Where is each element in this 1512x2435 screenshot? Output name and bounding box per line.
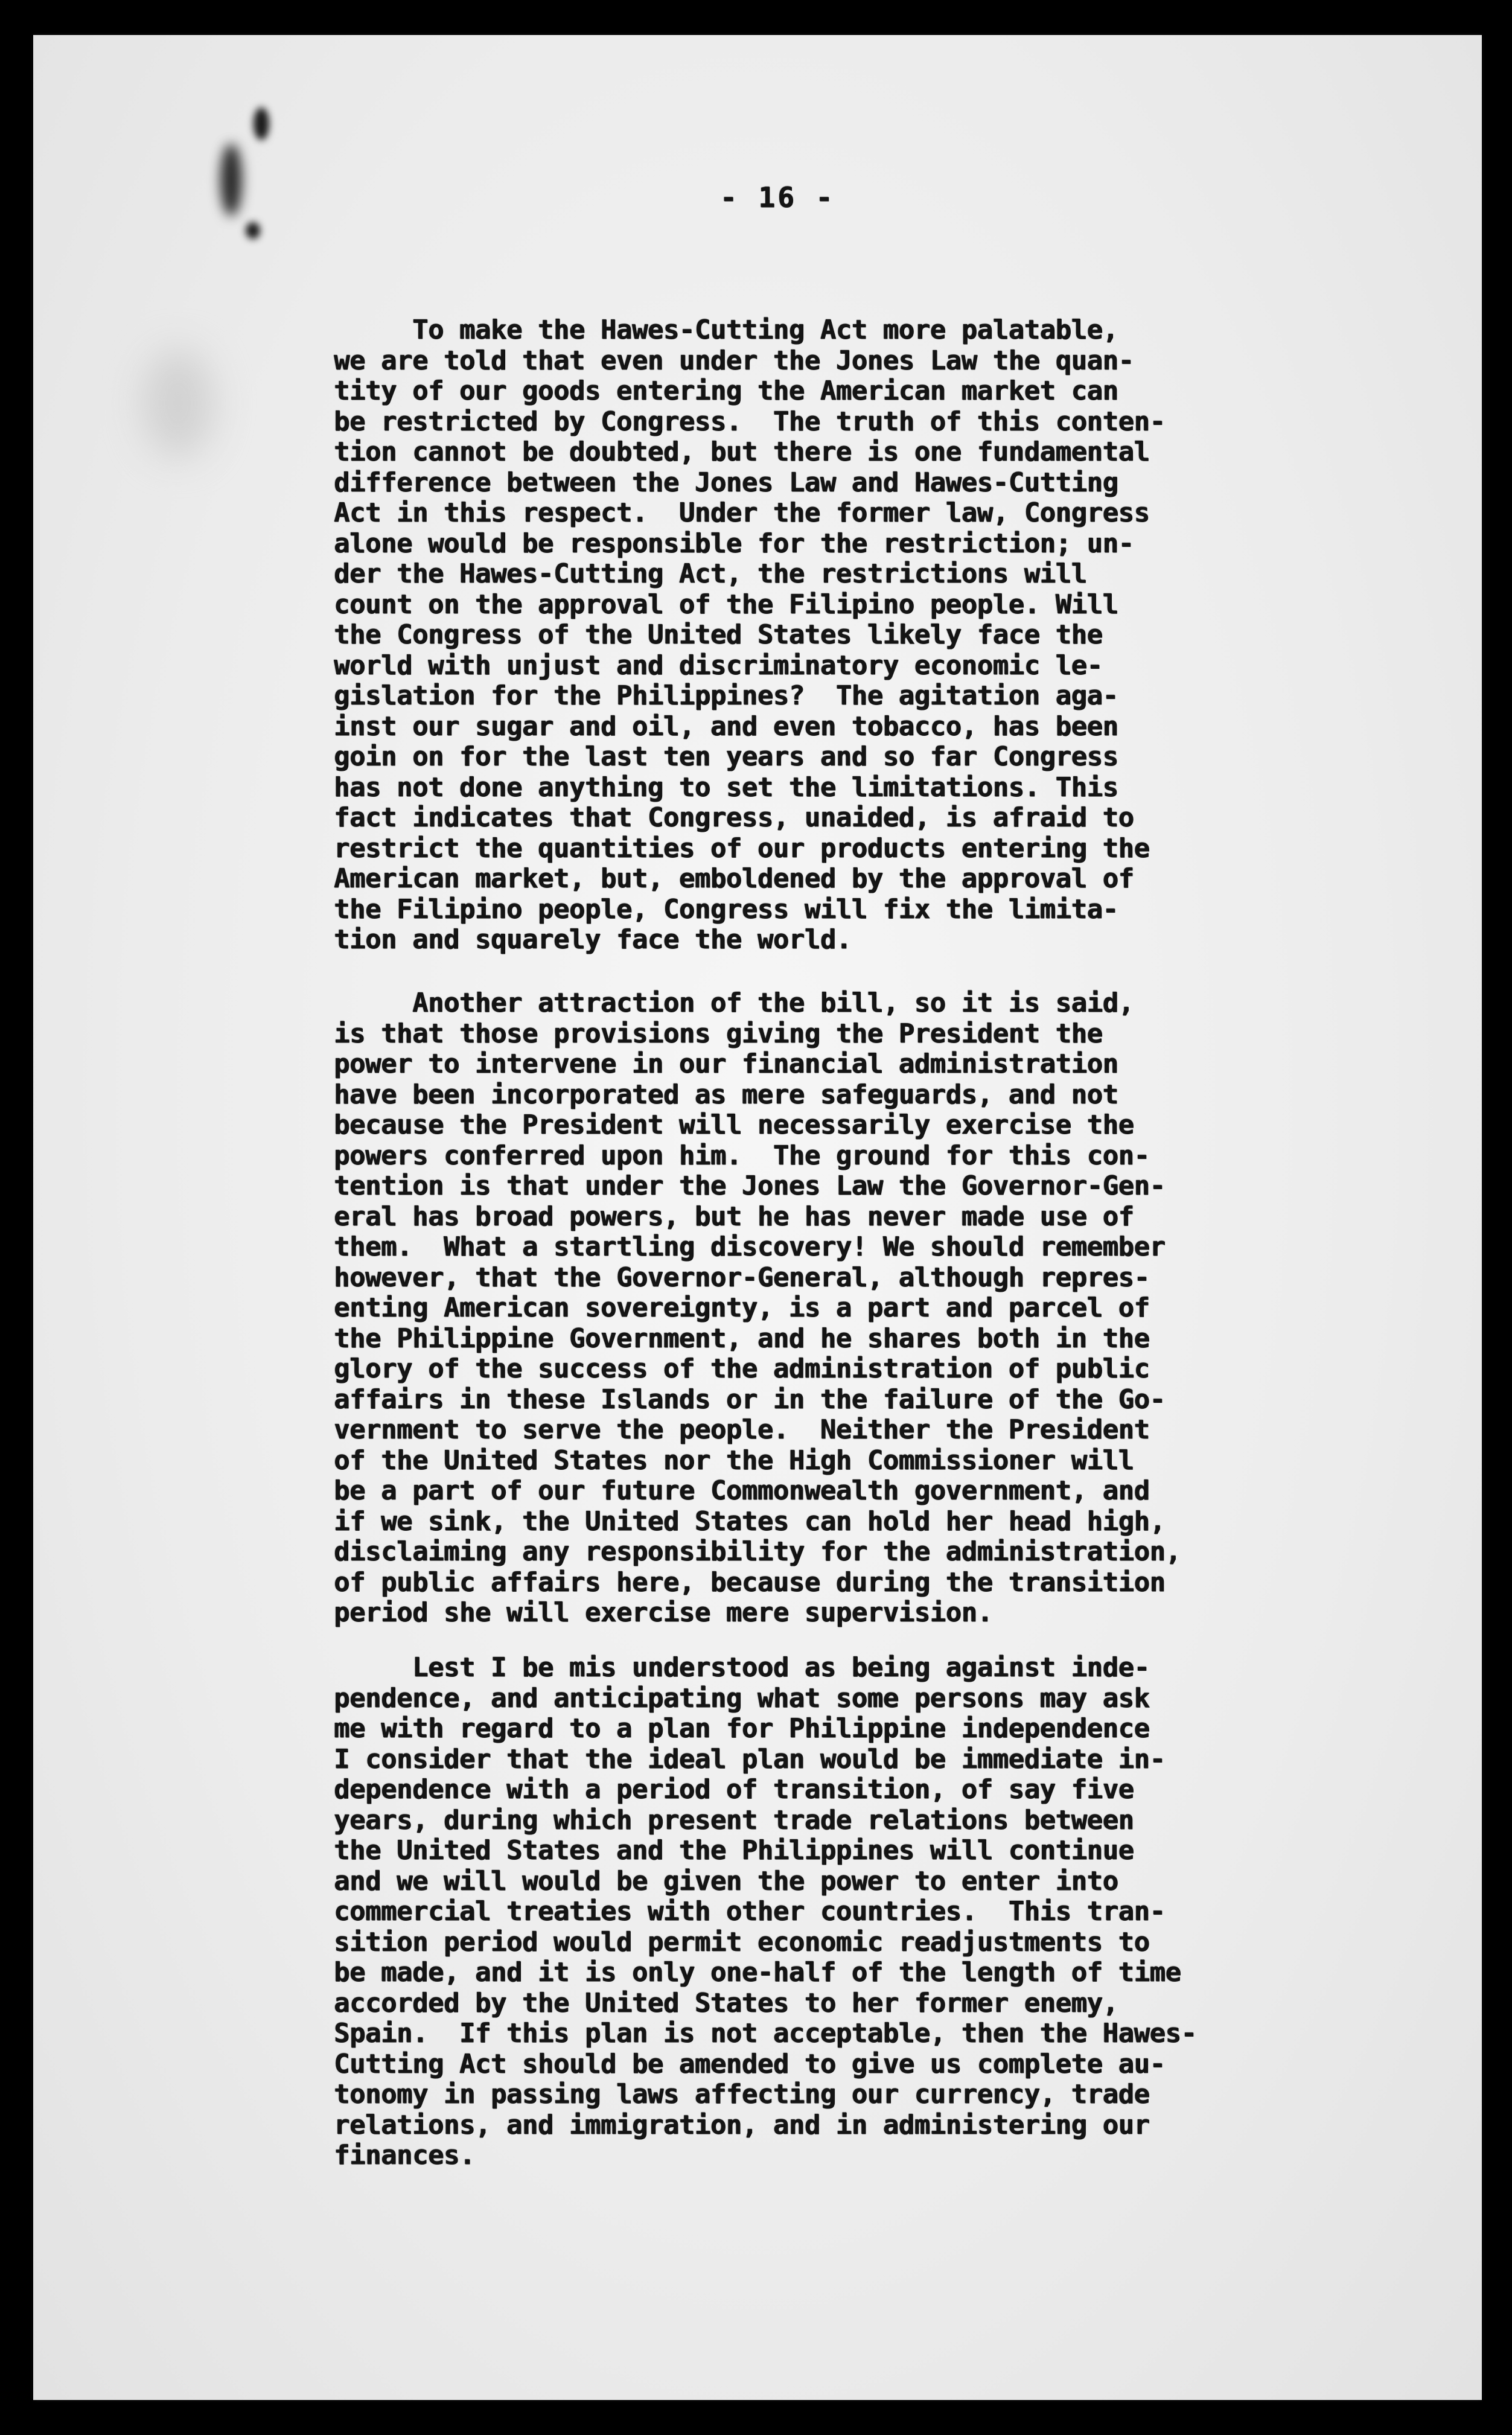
text-line: be restricted by Congress. The truth of this conten- (334, 406, 1166, 437)
text-line: alone would be responsible for the restriction; un- (334, 528, 1134, 559)
text-line: the Congress of the United States likely face the (334, 619, 1103, 650)
text-line: be made, and it is only one-half of the length of time (334, 1957, 1181, 1988)
text-line: count on the approval of the Filipino people. Will (334, 589, 1118, 620)
ink-smudge (246, 222, 260, 239)
text-line: Cutting Act should be amended to give us complete au- (334, 2048, 1166, 2079)
text-line: if we sink, the United States can hold her head high, (334, 1505, 1166, 1537)
text-line: glory of the success of the administration of public (334, 1353, 1150, 1384)
text-line: tion cannot be doubted, but there is one fundamental (334, 436, 1150, 467)
text-line: eral has broad powers, but he has never made use of (334, 1201, 1134, 1232)
text-line: accorded by the United States to her former enemy, (334, 1987, 1118, 2019)
text-line: because the President will necessarily exercise the (334, 1109, 1134, 1140)
text-line: power to intervene in our financial administration (334, 1048, 1118, 1079)
text-line: restrict the quantities of our products entering the (334, 832, 1150, 864)
text-line: commercial treaties with other countries. This tran- (334, 1896, 1166, 1927)
text-line: have been incorporated as mere safeguards, and not (334, 1079, 1118, 1110)
text-line: years, during which present trade relations between (334, 1804, 1134, 1836)
text-line: tity of our goods entering the American market can (334, 375, 1118, 406)
text-line: pendence, and anticipating what some persons may ask (334, 1682, 1150, 1714)
text-line: we are told that even under the Jones Law the quan- (334, 345, 1134, 376)
text-line: the Philippine Government, and he shares both in the (334, 1323, 1150, 1354)
text-line: Spain. If this plan is not acceptable, then the Hawes- (334, 2018, 1197, 2049)
text-line: American market, but, emboldened by the approval of (334, 863, 1134, 894)
text-line: tion and squarely face the world. (334, 924, 852, 955)
paragraph-3 (334, 1653, 1330, 2171)
text-line: of the United States nor the High Commissioner will (334, 1444, 1134, 1476)
text-line: powers conferred upon him. The ground for this con- (334, 1140, 1150, 1171)
text-line: dependence with a period of transition, of say five (334, 1774, 1134, 1805)
text-line: Another attraction of the bill, so it is said, (334, 988, 1134, 1018)
text-line: tention is that under the Jones Law the Governor-Gen- (334, 1170, 1166, 1201)
text-line: of public affairs here, because during the transition (334, 1566, 1166, 1598)
text-line: enting American sovereignty, is a part and parcel of (334, 1292, 1150, 1323)
text-line: gislation for the Philippines? The agitation aga- (334, 680, 1118, 711)
text-line: disclaiming any responsibility for the administration, (334, 1536, 1181, 1567)
text-line: inst our sugar and oil, and even tobacco, has been (334, 710, 1118, 742)
text-line: der the Hawes-Cutting Act, the restrictions will (334, 558, 1087, 589)
page-number: - 16 - (720, 181, 835, 214)
text-line: tonomy in passing laws affecting our currency, trade (334, 2079, 1150, 2110)
text-line: be a part of our future Commonwealth government, and (334, 1475, 1150, 1506)
text-line: relations, and immigration, and in administering our (334, 2109, 1150, 2140)
text-line: difference between the Jones Law and Hawes-Cutting (334, 467, 1118, 498)
text-line: however, that the Governor-General, although repres- (334, 1262, 1150, 1293)
paragraph-1 (334, 315, 1330, 956)
text-line: affairs in these Islands or in the failure of the Go- (334, 1383, 1166, 1415)
text-line: I consider that the ideal plan would be immediate in- (334, 1743, 1166, 1775)
text-line: goin on for the last ten years and so far Congress (334, 741, 1118, 772)
text-line: fact indicates that Congress, unaided, is afraid to (334, 802, 1134, 833)
text-line: To make the Hawes-Cutting Act more palatable, (334, 314, 1118, 345)
text-line: them. What a startling discovery! We should remember (334, 1231, 1166, 1262)
ink-smudge (220, 144, 242, 216)
text-line: the United States and the Philippines will continue (334, 1835, 1134, 1866)
paragraph-2 (334, 988, 1330, 1629)
text-line: sition period would permit economic readjustments to (334, 1926, 1150, 1958)
text-line: vernment to serve the people. Neither the President (334, 1414, 1150, 1445)
text-line: me with regard to a plan for Philippine independence (334, 1713, 1150, 1744)
text-line: world with unjust and discriminatory economic le- (334, 649, 1103, 681)
ink-smudge (254, 107, 269, 140)
text-line: Act in this respect. Under the former law, Congress (334, 497, 1150, 528)
text-line: has not done anything to set the limitations. This (334, 771, 1118, 803)
text-line: period she will exercise mere supervision. (334, 1597, 993, 1628)
text-line: Lest I be mis understood as being against inde- (334, 1652, 1150, 1683)
text-line: the Filipino people, Congress will fix the limita- (334, 893, 1118, 925)
text-line: is that those provisions giving the President the (334, 1018, 1103, 1049)
text-line: and we will would be given the power to enter into (334, 1865, 1118, 1897)
text-line: finances. (334, 2140, 475, 2171)
paper-stain (142, 349, 214, 458)
